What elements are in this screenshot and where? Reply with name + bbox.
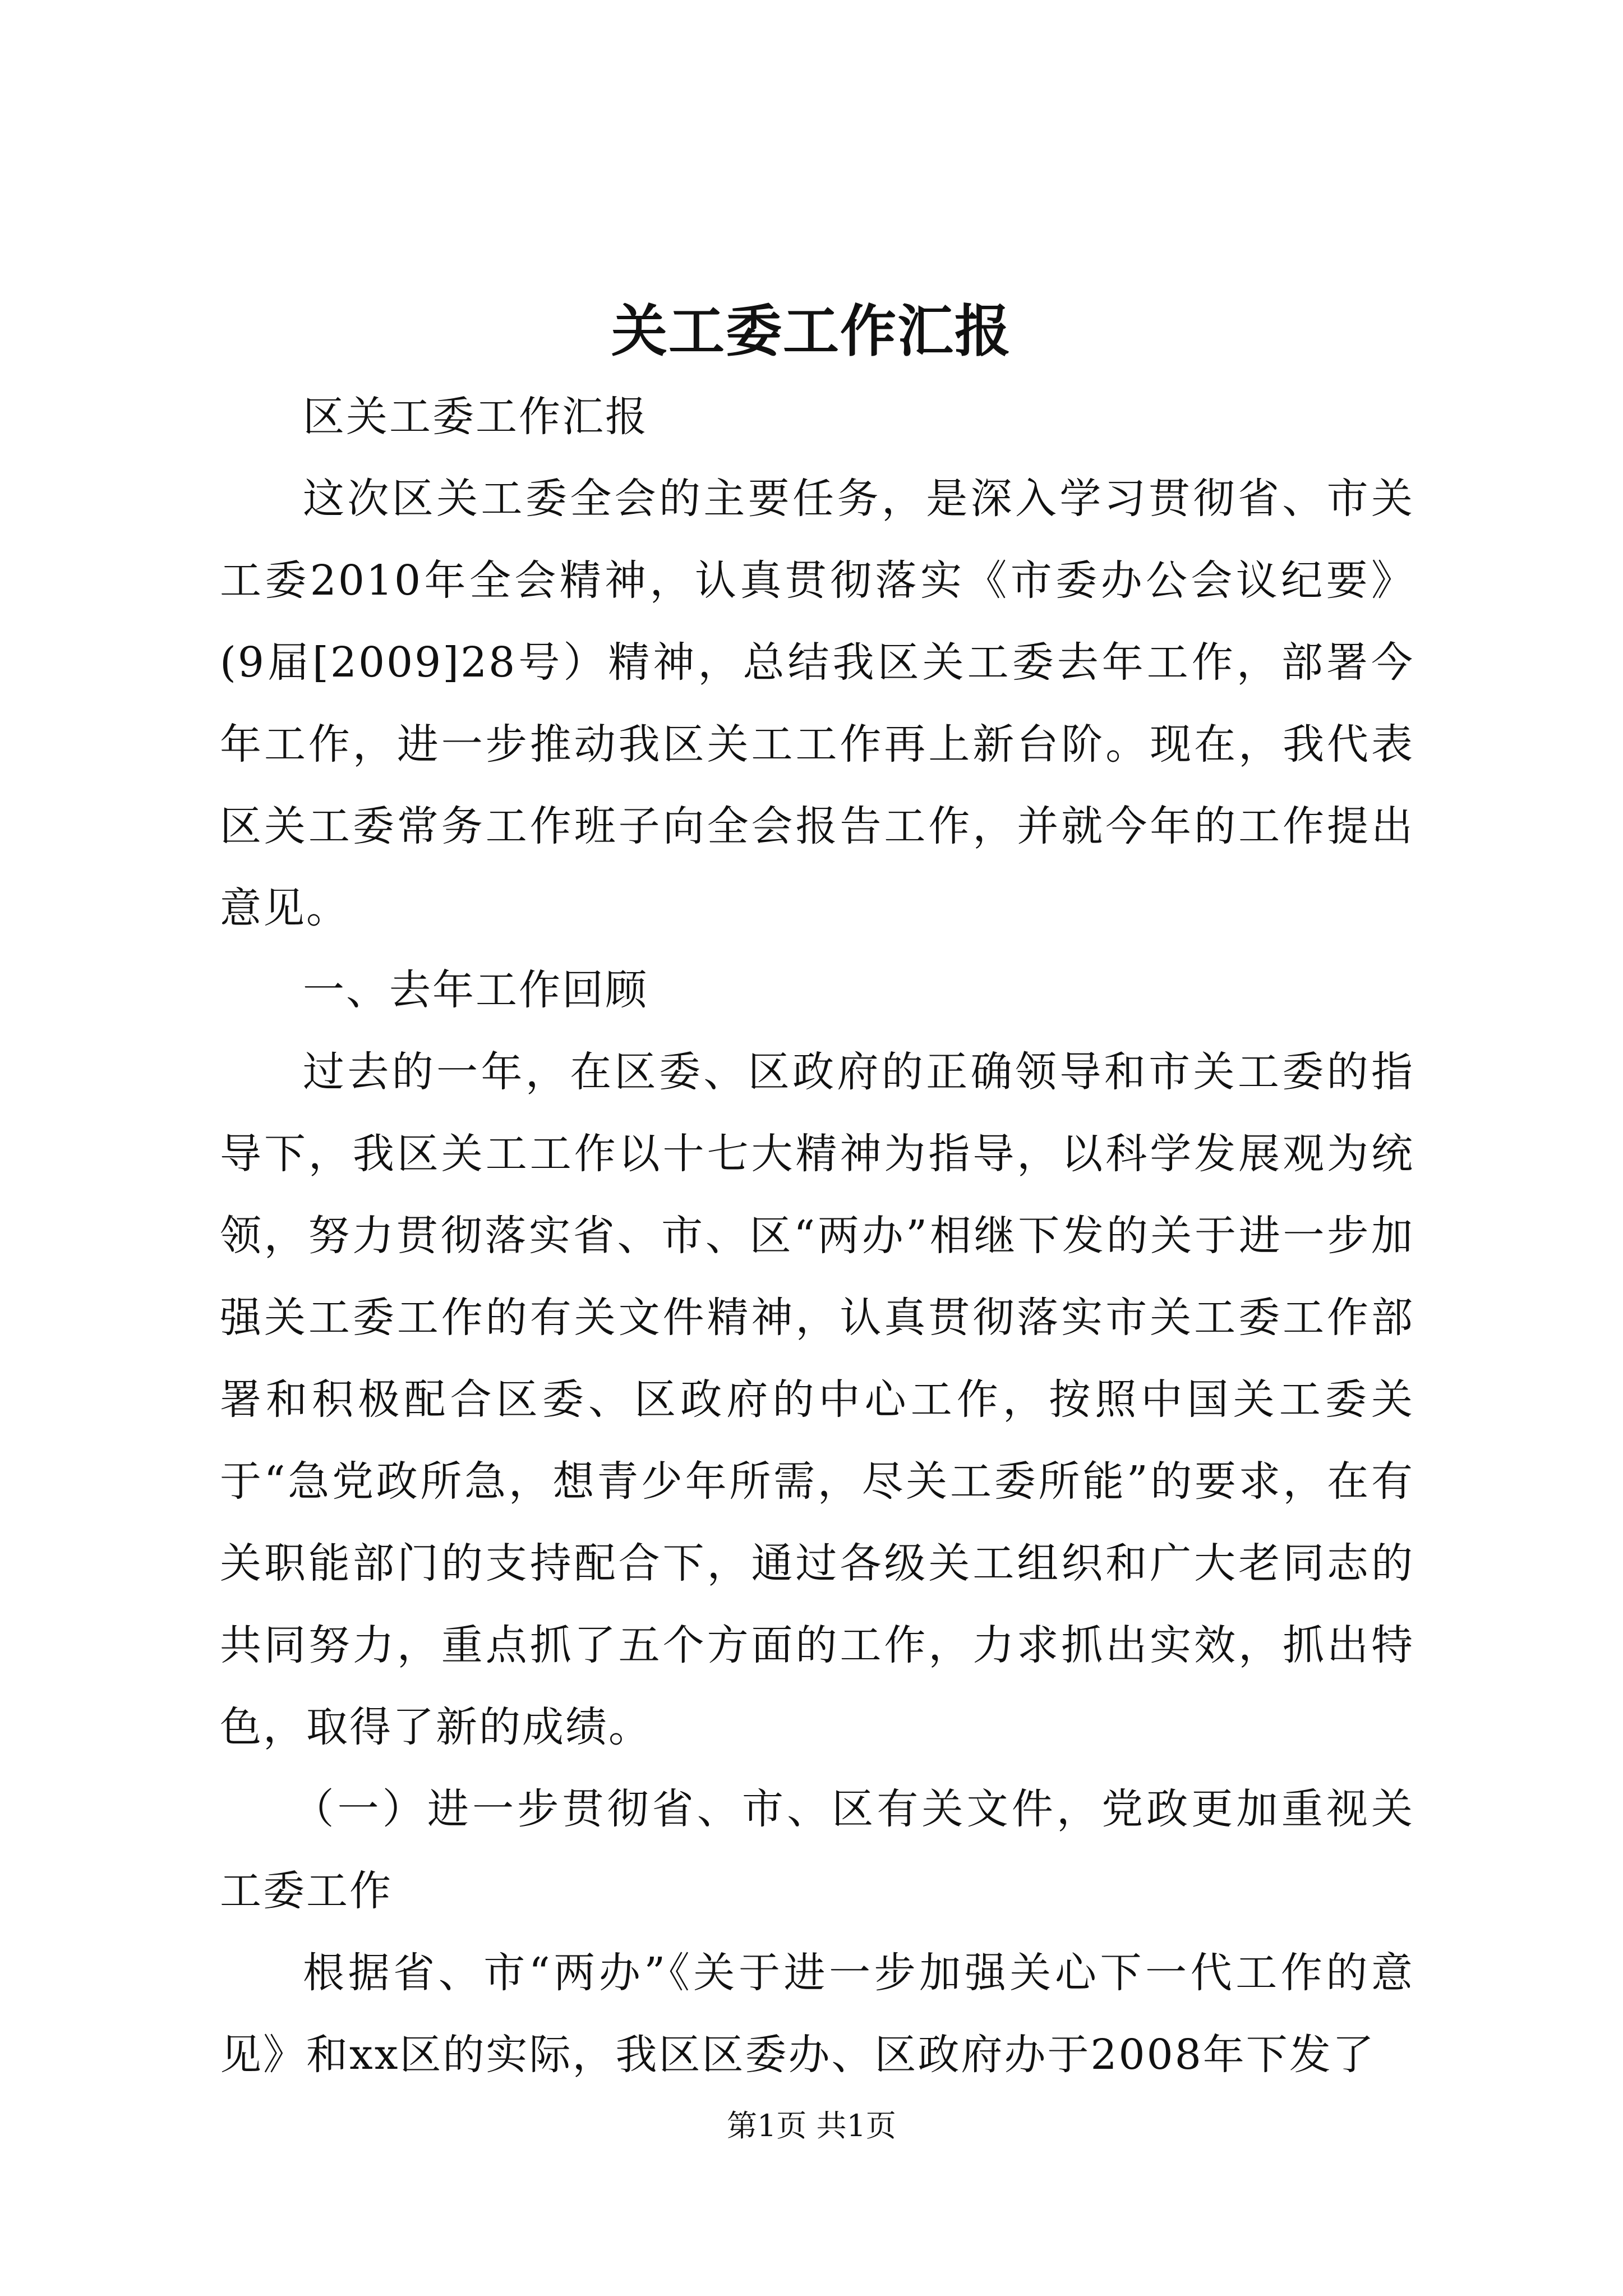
paragraph-intro: 这次区关工委全会的主要任务，是深入学习贯彻省、市关工委2010年全会精神，认真贯彻落实《市委办公会议纪要》(9届[2009]28号）精神，总结我区关工委去年工作，部署今年工作，进一步推动我区关工工作再上新台阶。现在，我代表区关工委常务工作班子向全会报告工作，并就今年的工作提出意见。 [220, 475, 1414, 932]
document-title: 关工委工作汇报 [611, 298, 1012, 364]
paragraph-review: 过去的一年，在区委、区政府的正确领导和市关工委的指导下，我区关工工作以十七大精神为指导，以科学发展观为统领，努力贯彻落实省、市、区“两办”相继下发的关于进一步加强关工委工作的有关文件精神，认真贯彻落实市关工委工作部署和积极配合区委、区政府的中心工作，按照中国关工委关于“急党政所急，想青少年所需，尽关工委所能”的要求，在有关职能部门的支持配合下，通过各级关工组织和广大老同志的共同努力，重点抓了五个方面的工作，力求抓出实效，抓出特色，取得了新的成绩。 [220, 1048, 1414, 1751]
document-body [220, 376, 1414, 2096]
paragraph-subtitle: 区关工委工作汇报 [303, 393, 648, 441]
paragraph-subsection-1: 根据省、市“两办”《关于进一步加强关心下一代工作的意见》和xx区的实际，我区区委办、区政府办于2008年下发了 [220, 1949, 1414, 2079]
page-footer: 第1页 共1页 [727, 2108, 896, 2143]
subsection-heading-1: （一）进一步贯彻省、市、区有关文件，党政更加重视关工委工作 [220, 1785, 1414, 1915]
section-heading-review: 一、去年工作回顾 [303, 966, 648, 1014]
